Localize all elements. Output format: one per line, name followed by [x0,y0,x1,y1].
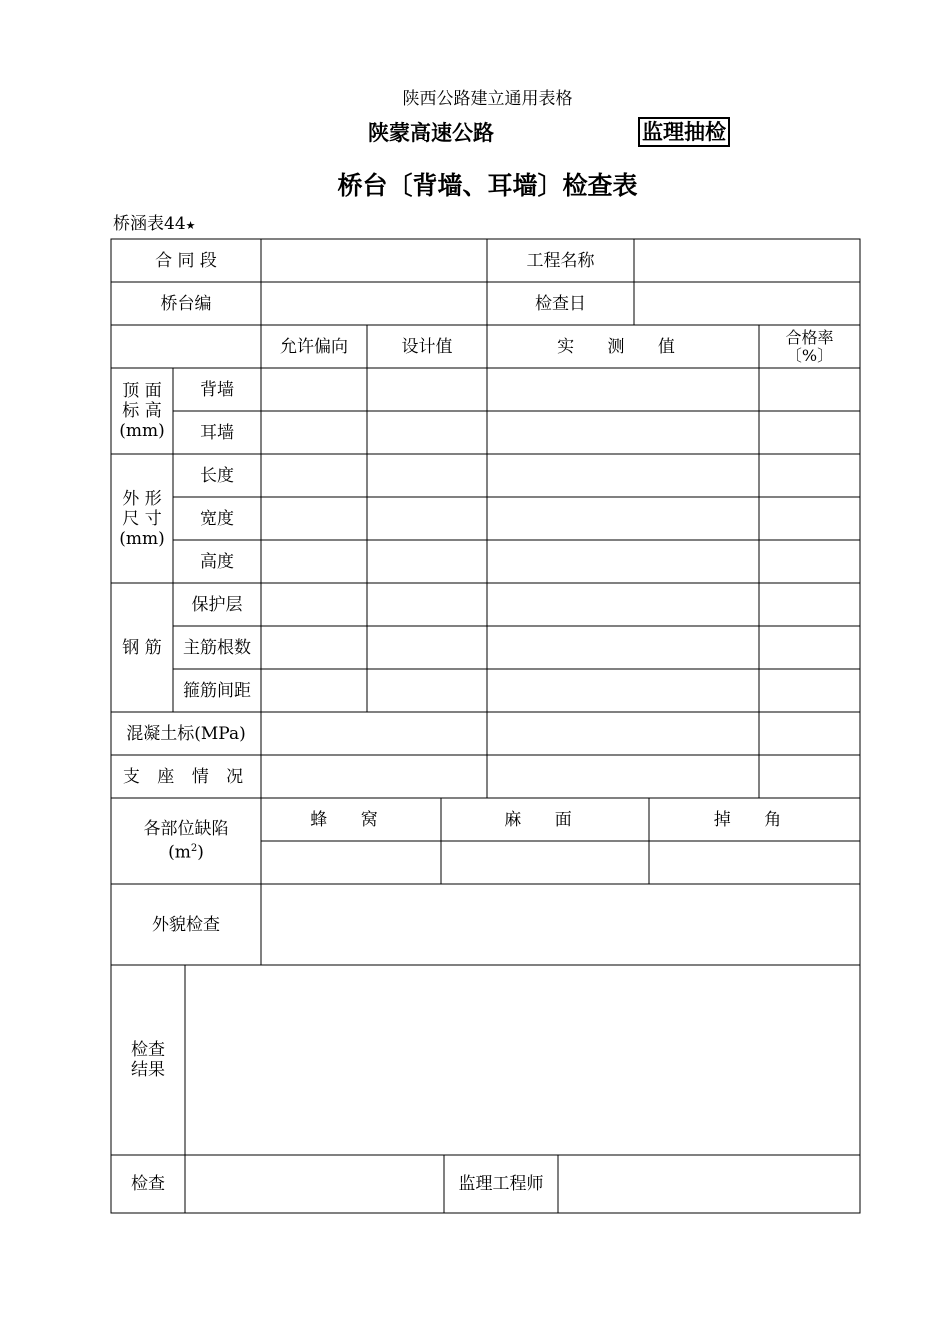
engineer-value[interactable] [558,1155,860,1213]
check-date-label: 检查日 [535,293,586,314]
project-name-value[interactable] [634,239,860,282]
rebar-label: 钢 筋 [122,637,162,658]
inspector-value[interactable] [185,1155,444,1213]
cover-label: 保护层 [191,594,243,615]
section-label: 合 同 段 [155,250,217,271]
abutment-no-label: 桥台编 [160,293,212,314]
pitting-header: 麻 面 [504,809,586,830]
section-value[interactable] [261,239,487,282]
appearance-value[interactable] [261,884,860,965]
width-label: 宽度 [200,508,234,529]
height-label: 高度 [200,551,234,572]
back-wall-label: 背墙 [200,379,234,400]
page-title: 桥台〔背墙、耳墙〕检查表 [337,171,638,200]
pass-rate-header: 合格率 〔%〕 [785,327,834,365]
check-date-value[interactable] [634,282,860,325]
highway-name: 陕蒙高速公路 [368,121,494,145]
supervision-badge: 监理抽检 [638,117,730,147]
main-bar-count-label: 主筋根数 [183,637,251,658]
defects-label: 各部位缺陷 $(m^2)$ [143,819,229,863]
design-value-header: 设计值 [401,336,453,357]
length-label: 长度 [200,465,234,486]
form-number: 桥涵表44★ [113,214,196,234]
engineer-label: 监理工程师 [458,1174,544,1194]
result-value[interactable] [185,965,860,1155]
pitting-value[interactable] [441,841,649,884]
spalling-header: 掉 角 [713,809,796,830]
top-elevation-label: 顶 面 标 高 (mm) [119,381,165,441]
ear-wall-label: 耳墙 [200,422,234,443]
star-icon: ★ [185,219,196,232]
stirrup-spacing-label: 箍筋间距 [183,680,251,701]
project-name-label: 工程名称 [526,250,595,271]
inspector-label: 检查 [131,1174,165,1194]
form-subtitle: 陕西公路建立通用表格 [402,89,573,109]
shape-dimension-label: 外 形 尺 寸 (mm) [119,488,165,549]
spalling-value[interactable] [649,841,860,884]
honeycomb-value[interactable] [261,841,441,884]
result-label: 检查 结果 [131,1040,165,1080]
honeycomb-header: 蜂 窝 [310,809,392,830]
allowed-deviation-header: 允许偏向 [280,336,348,357]
abutment-no-value[interactable] [261,282,487,325]
appearance-label: 外貌检查 [152,914,220,935]
concrete-grade-label: 混凝土标(MPa) [126,723,246,744]
measured-value-header: 实 测 值 [557,336,689,357]
bearing-label: 支 座 情 况 [122,766,250,787]
